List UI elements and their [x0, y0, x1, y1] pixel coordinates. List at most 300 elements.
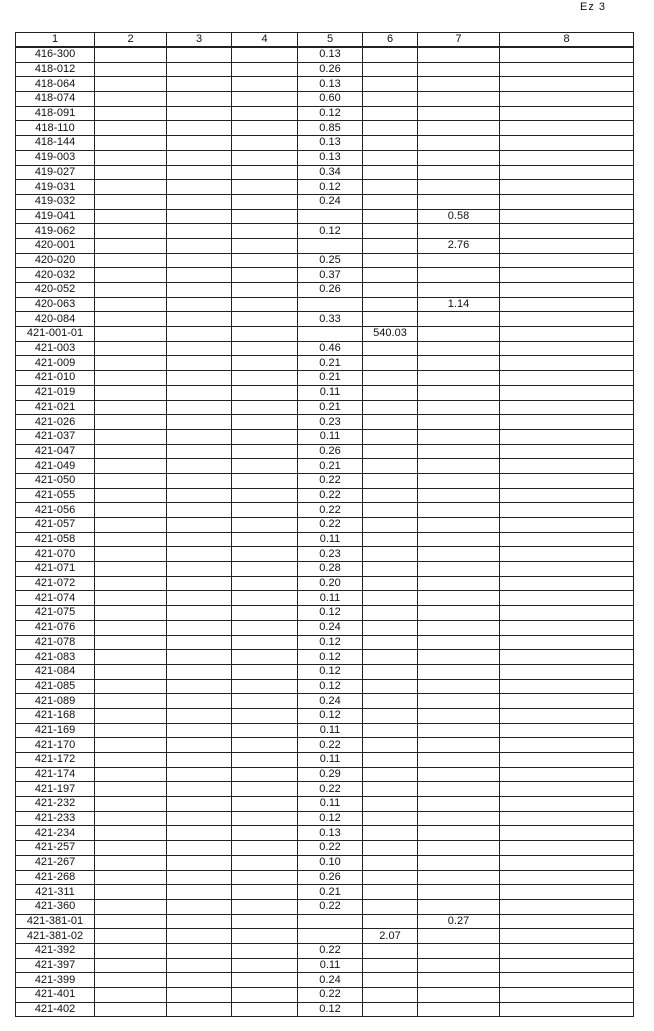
column-5-value-cell: [298, 238, 363, 253]
parcel-number-cell: 421-089: [16, 694, 95, 709]
column-4-cell: [232, 723, 298, 738]
column-8-cell: [500, 767, 634, 782]
column-3-cell: [167, 532, 232, 547]
table-row: [16, 253, 634, 268]
column-3-cell: [167, 738, 232, 753]
column-5-value-cell: 0.12: [298, 224, 363, 239]
column-7-value-cell: [418, 738, 500, 753]
column-4-cell: [232, 767, 298, 782]
column-7-value-cell: [418, 150, 500, 165]
table-row: [16, 385, 634, 400]
table-row: [16, 312, 634, 327]
column-5-value-cell: 0.85: [298, 121, 363, 136]
table-row: [16, 885, 634, 900]
column-5-value-cell: 0.13: [298, 136, 363, 151]
column-7-value-cell: [418, 415, 500, 430]
column-8-cell: [500, 180, 634, 195]
column-8-cell: [500, 224, 634, 239]
column-2-cell: [95, 958, 167, 973]
column-2-cell: [95, 106, 167, 121]
parcel-number-cell: 421-047: [16, 444, 95, 459]
table-row: [16, 958, 634, 973]
column-7-value-cell: [418, 723, 500, 738]
column-header-2: 2: [95, 33, 167, 48]
column-8-cell: [500, 209, 634, 224]
column-7-value-cell: [418, 459, 500, 474]
column-7-value-cell: [418, 811, 500, 826]
parcel-number-cell: 421-070: [16, 547, 95, 562]
column-4-cell: [232, 841, 298, 856]
column-7-value-cell: [418, 356, 500, 371]
column-3-cell: [167, 606, 232, 621]
parcel-number-cell: 421-050: [16, 473, 95, 488]
table-row: [16, 532, 634, 547]
column-6-value-cell: [363, 547, 418, 562]
column-4-cell: [232, 1002, 298, 1017]
column-2-cell: [95, 973, 167, 988]
column-5-value-cell: 0.24: [298, 694, 363, 709]
table-row: [16, 576, 634, 591]
parcel-number-cell: 421-057: [16, 518, 95, 533]
parcel-number-cell: 421-234: [16, 826, 95, 841]
column-5-value-cell: 0.22: [298, 782, 363, 797]
column-5-value-cell: 0.28: [298, 562, 363, 577]
column-3-cell: [167, 209, 232, 224]
column-7-value-cell: [418, 855, 500, 870]
column-5-value-cell: 0.11: [298, 591, 363, 606]
column-3-cell: [167, 106, 232, 121]
column-7-value-cell: [418, 841, 500, 856]
column-5-value-cell: [298, 914, 363, 929]
column-5-value-cell: 0.21: [298, 459, 363, 474]
column-4-cell: [232, 238, 298, 253]
column-8-cell: [500, 914, 634, 929]
table-row: [16, 767, 634, 782]
column-6-value-cell: [363, 532, 418, 547]
column-7-value-cell: [418, 782, 500, 797]
table-row: [16, 283, 634, 298]
column-7-value-cell: [418, 870, 500, 885]
column-3-cell: [167, 194, 232, 209]
column-6-value-cell: [363, 341, 418, 356]
column-4-cell: [232, 518, 298, 533]
table-row: [16, 194, 634, 209]
column-2-cell: [95, 532, 167, 547]
parcel-number-cell: 421-021: [16, 400, 95, 415]
column-7-value-cell: [418, 327, 500, 342]
column-8-cell: [500, 606, 634, 621]
column-3-cell: [167, 77, 232, 92]
column-2-cell: [95, 341, 167, 356]
table-row: [16, 136, 634, 151]
column-5-value-cell: 0.22: [298, 518, 363, 533]
column-2-cell: [95, 371, 167, 386]
column-7-value-cell: 0.58: [418, 209, 500, 224]
column-6-value-cell: [363, 694, 418, 709]
column-8-cell: [500, 591, 634, 606]
parcel-number-cell: 421-009: [16, 356, 95, 371]
table-row: [16, 473, 634, 488]
column-3-cell: [167, 371, 232, 386]
column-7-value-cell: [418, 650, 500, 665]
column-4-cell: [232, 473, 298, 488]
column-3-cell: [167, 297, 232, 312]
column-5-value-cell: 0.22: [298, 488, 363, 503]
column-6-value-cell: [363, 620, 418, 635]
column-7-value-cell: [418, 562, 500, 577]
column-2-cell: [95, 194, 167, 209]
column-7-value-cell: [418, 473, 500, 488]
parcel-number-cell: 419-031: [16, 180, 95, 195]
column-5-value-cell: 0.12: [298, 650, 363, 665]
column-5-value-cell: 0.11: [298, 429, 363, 444]
column-7-value-cell: [418, 885, 500, 900]
parcel-number-cell: 421-026: [16, 415, 95, 430]
column-3-cell: [167, 958, 232, 973]
column-3-cell: [167, 723, 232, 738]
parcel-number-cell: 421-311: [16, 885, 95, 900]
column-3-cell: [167, 503, 232, 518]
table-row: [16, 870, 634, 885]
column-3-cell: [167, 356, 232, 371]
column-7-value-cell: [418, 224, 500, 239]
parcel-number-cell: 419-027: [16, 165, 95, 180]
parcel-number-cell: 420-052: [16, 283, 95, 298]
parcel-number-cell: 418-012: [16, 62, 95, 77]
table-row: [16, 92, 634, 107]
column-4-cell: [232, 106, 298, 121]
column-8-cell: [500, 62, 634, 77]
column-5-value-cell: [298, 327, 363, 342]
column-6-value-cell: [363, 797, 418, 812]
table-body: [16, 47, 634, 1017]
column-6-value-cell: 540.03: [363, 327, 418, 342]
header-row: [16, 33, 634, 48]
column-3-cell: [167, 811, 232, 826]
column-8-cell: [500, 238, 634, 253]
column-3-cell: [167, 826, 232, 841]
column-6-value-cell: [363, 782, 418, 797]
column-6-value-cell: [363, 121, 418, 136]
column-4-cell: [232, 826, 298, 841]
table-row: [16, 327, 634, 342]
column-5-value-cell: 0.20: [298, 576, 363, 591]
column-2-cell: [95, 136, 167, 151]
column-8-cell: [500, 194, 634, 209]
column-3-cell: [167, 180, 232, 195]
parcel-number-cell: 421-381-01: [16, 914, 95, 929]
column-3-cell: [167, 283, 232, 298]
column-5-value-cell: 0.12: [298, 180, 363, 195]
column-3-cell: [167, 679, 232, 694]
column-8-cell: [500, 106, 634, 121]
column-7-value-cell: [418, 532, 500, 547]
column-5-value-cell: 0.22: [298, 503, 363, 518]
column-2-cell: [95, 679, 167, 694]
column-7-value-cell: [418, 929, 500, 944]
column-3-cell: [167, 797, 232, 812]
column-5-value-cell: 0.12: [298, 811, 363, 826]
column-4-cell: [232, 385, 298, 400]
parcel-number-cell: 418-064: [16, 77, 95, 92]
column-5-value-cell: 0.13: [298, 150, 363, 165]
parcel-number-cell: 419-032: [16, 194, 95, 209]
table-row: [16, 371, 634, 386]
column-8-cell: [500, 253, 634, 268]
column-4-cell: [232, 297, 298, 312]
column-3-cell: [167, 547, 232, 562]
column-4-cell: [232, 620, 298, 635]
table-row: [16, 1002, 634, 1017]
table-row: [16, 811, 634, 826]
column-header-5: 5: [298, 33, 363, 48]
column-8-cell: [500, 356, 634, 371]
column-6-value-cell: [363, 371, 418, 386]
column-3-cell: [167, 136, 232, 151]
column-2-cell: [95, 929, 167, 944]
column-8-cell: [500, 341, 634, 356]
parcel-number-cell: 421-232: [16, 797, 95, 812]
column-7-value-cell: [418, 444, 500, 459]
column-4-cell: [232, 165, 298, 180]
column-5-value-cell: 0.12: [298, 1002, 363, 1017]
column-5-value-cell: 0.26: [298, 62, 363, 77]
parcel-number-cell: 421-360: [16, 899, 95, 914]
column-7-value-cell: [418, 180, 500, 195]
column-4-cell: [232, 532, 298, 547]
column-8-cell: [500, 870, 634, 885]
column-4-cell: [232, 150, 298, 165]
parcel-number-cell: 421-003: [16, 341, 95, 356]
column-7-value-cell: [418, 518, 500, 533]
column-5-value-cell: 0.13: [298, 47, 363, 62]
parcel-number-cell: 421-397: [16, 958, 95, 973]
parcel-number-cell: 421-055: [16, 488, 95, 503]
table-row: [16, 650, 634, 665]
column-2-cell: [95, 459, 167, 474]
column-3-cell: [167, 459, 232, 474]
column-2-cell: [95, 635, 167, 650]
column-2-cell: [95, 253, 167, 268]
column-7-value-cell: 0.27: [418, 914, 500, 929]
column-6-value-cell: [363, 312, 418, 327]
column-4-cell: [232, 77, 298, 92]
column-7-value-cell: [418, 503, 500, 518]
table-row: [16, 782, 634, 797]
column-7-value-cell: [418, 753, 500, 768]
parcel-number-cell: 421-076: [16, 620, 95, 635]
column-6-value-cell: [363, 238, 418, 253]
parcel-number-cell: 421-071: [16, 562, 95, 577]
column-5-value-cell: 0.11: [298, 532, 363, 547]
column-8-cell: [500, 415, 634, 430]
column-4-cell: [232, 209, 298, 224]
column-4-cell: [232, 679, 298, 694]
column-3-cell: [167, 664, 232, 679]
column-7-value-cell: [418, 620, 500, 635]
table-row: [16, 209, 634, 224]
column-5-value-cell: 0.25: [298, 253, 363, 268]
column-8-cell: [500, 958, 634, 973]
table-row: [16, 988, 634, 1003]
table-row: [16, 606, 634, 621]
column-4-cell: [232, 958, 298, 973]
column-5-value-cell: 0.37: [298, 268, 363, 283]
column-2-cell: [95, 209, 167, 224]
column-2-cell: [95, 606, 167, 621]
column-5-value-cell: 0.13: [298, 77, 363, 92]
column-6-value-cell: [363, 767, 418, 782]
column-2-cell: [95, 150, 167, 165]
column-7-value-cell: [418, 1002, 500, 1017]
column-7-value-cell: [418, 165, 500, 180]
column-6-value-cell: [363, 488, 418, 503]
column-3-cell: [167, 988, 232, 1003]
parcel-table: [15, 32, 634, 1017]
column-7-value-cell: [418, 47, 500, 62]
column-6-value-cell: [363, 136, 418, 151]
column-3-cell: [167, 400, 232, 415]
column-4-cell: [232, 180, 298, 195]
column-7-value-cell: [418, 121, 500, 136]
parcel-number-cell: 416-300: [16, 47, 95, 62]
column-5-value-cell: 0.21: [298, 885, 363, 900]
column-2-cell: [95, 899, 167, 914]
column-3-cell: [167, 253, 232, 268]
parcel-number-cell: 421-084: [16, 664, 95, 679]
column-5-value-cell: 0.22: [298, 988, 363, 1003]
column-8-cell: [500, 532, 634, 547]
column-7-value-cell: [418, 679, 500, 694]
column-3-cell: [167, 121, 232, 136]
table-row: [16, 973, 634, 988]
column-2-cell: [95, 518, 167, 533]
column-4-cell: [232, 224, 298, 239]
column-2-cell: [95, 62, 167, 77]
column-3-cell: [167, 312, 232, 327]
column-6-value-cell: [363, 224, 418, 239]
column-7-value-cell: [418, 283, 500, 298]
column-7-value-cell: [418, 312, 500, 327]
column-2-cell: [95, 855, 167, 870]
parcel-number-cell: 418-074: [16, 92, 95, 107]
parcel-number-cell: 421-170: [16, 738, 95, 753]
table-row: [16, 694, 634, 709]
column-3-cell: [167, 62, 232, 77]
column-2-cell: [95, 723, 167, 738]
table-row: [16, 224, 634, 239]
column-3-cell: [167, 473, 232, 488]
table-row: [16, 150, 634, 165]
column-5-value-cell: 0.22: [298, 841, 363, 856]
parcel-number-cell: 421-072: [16, 576, 95, 591]
column-8-cell: [500, 943, 634, 958]
column-6-value-cell: [363, 635, 418, 650]
column-6-value-cell: [363, 841, 418, 856]
column-6-value-cell: [363, 77, 418, 92]
column-5-value-cell: 0.23: [298, 547, 363, 562]
column-3-cell: [167, 767, 232, 782]
table-row: [16, 106, 634, 121]
column-3-cell: [167, 518, 232, 533]
column-5-value-cell: 0.21: [298, 356, 363, 371]
column-8-cell: [500, 47, 634, 62]
column-6-value-cell: [363, 958, 418, 973]
column-2-cell: [95, 988, 167, 1003]
column-4-cell: [232, 327, 298, 342]
parcel-number-cell: 420-084: [16, 312, 95, 327]
column-8-cell: [500, 518, 634, 533]
column-2-cell: [95, 327, 167, 342]
column-3-cell: [167, 708, 232, 723]
column-5-value-cell: 0.21: [298, 400, 363, 415]
column-8-cell: [500, 562, 634, 577]
parcel-number-cell: 418-091: [16, 106, 95, 121]
column-6-value-cell: [363, 62, 418, 77]
column-2-cell: [95, 664, 167, 679]
column-6-value-cell: [363, 650, 418, 665]
column-8-cell: [500, 929, 634, 944]
column-6-value-cell: [363, 708, 418, 723]
parcel-number-cell: 421-037: [16, 429, 95, 444]
column-6-value-cell: [363, 576, 418, 591]
column-6-value-cell: [363, 283, 418, 298]
table-row: [16, 121, 634, 136]
column-2-cell: [95, 268, 167, 283]
column-8-cell: [500, 738, 634, 753]
column-8-cell: [500, 826, 634, 841]
column-3-cell: [167, 782, 232, 797]
parcel-number-cell: 421-085: [16, 679, 95, 694]
column-3-cell: [167, 429, 232, 444]
parcel-number-cell: 419-041: [16, 209, 95, 224]
column-6-value-cell: 2.07: [363, 929, 418, 944]
column-5-value-cell: 0.11: [298, 723, 363, 738]
column-4-cell: [232, 341, 298, 356]
column-3-cell: [167, 268, 232, 283]
column-2-cell: [95, 782, 167, 797]
column-2-cell: [95, 297, 167, 312]
column-4-cell: [232, 444, 298, 459]
column-7-value-cell: [418, 958, 500, 973]
column-3-cell: [167, 650, 232, 665]
column-8-cell: [500, 723, 634, 738]
column-7-value-cell: [418, 591, 500, 606]
column-2-cell: [95, 444, 167, 459]
column-2-cell: [95, 488, 167, 503]
column-3-cell: [167, 224, 232, 239]
column-2-cell: [95, 811, 167, 826]
column-2-cell: [95, 165, 167, 180]
column-3-cell: [167, 576, 232, 591]
parcel-number-cell: 421-019: [16, 385, 95, 400]
column-4-cell: [232, 356, 298, 371]
parcel-number-cell: 421-075: [16, 606, 95, 621]
column-2-cell: [95, 47, 167, 62]
column-8-cell: [500, 488, 634, 503]
column-5-value-cell: 0.22: [298, 473, 363, 488]
parcel-number-cell: 419-003: [16, 150, 95, 165]
column-7-value-cell: [418, 767, 500, 782]
parcel-number-cell: 421-074: [16, 591, 95, 606]
column-4-cell: [232, 547, 298, 562]
column-5-value-cell: [298, 209, 363, 224]
column-8-cell: [500, 885, 634, 900]
column-8-cell: [500, 444, 634, 459]
column-6-value-cell: [363, 606, 418, 621]
table-row: [16, 518, 634, 533]
column-6-value-cell: [363, 826, 418, 841]
